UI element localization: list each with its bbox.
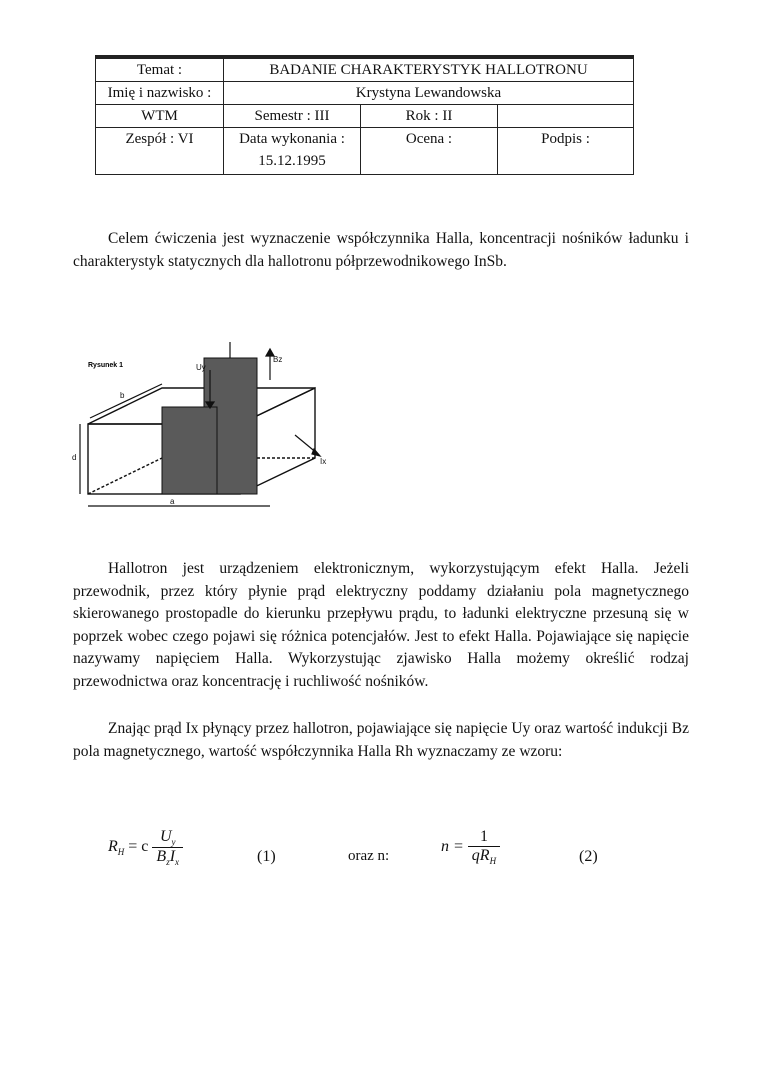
f2-den: qR	[471, 847, 490, 864]
date-value: 15.12.1995	[258, 153, 326, 169]
f2-num: 1	[468, 828, 500, 847]
label-d: d	[72, 453, 77, 462]
grade-cell: Ocena :	[361, 128, 498, 175]
electrode-front	[162, 407, 217, 494]
f2-lhs: n =	[441, 838, 464, 856]
hall-sensor-figure	[70, 340, 330, 520]
label-a: a	[170, 497, 175, 506]
date-cell	[224, 128, 361, 175]
f1-num: U	[159, 828, 172, 845]
f1-fraction	[152, 828, 183, 867]
empty-cell	[498, 105, 634, 128]
label-b: b	[120, 391, 125, 400]
hidden-edge	[88, 458, 162, 494]
f1-lhs-sub: H	[117, 847, 125, 858]
paragraph-2-text: Znając prąd Ix płynący przez hallotron, pojawiające się napięcie Uy oraz wartość indukcji Bz pola magnetycznego, wartość współczynnika Halla Rh wyznaczamy ze wzoru:	[73, 720, 689, 760]
semester-cell: Semestr : III	[224, 105, 361, 128]
f1-den-i-sub: x	[175, 857, 180, 868]
figure-caption: Rysunek 1	[88, 362, 124, 369]
name-label: Imię i nazwisko :	[96, 82, 224, 105]
paragraph-1-text: Hallotron jest urządzeniem elektronicznym, wykorzystującym efekt Halla. Jeżeli przewodnik, przez który płynie prąd elektryczny poddamy działaniu pola magnetycznego skierowanego prostopadle do kierunku przepływu prądu, to ładunki elektryczne przesuną się w poprzek wobec czego pojawi się różnica potencjałów. Jest to efekt Halla. Pojawiające się napięcie nazywamy napięciem Halla. Wykorzystując zjawisko Halla możemy określić rodzaj przewodnictwa oraz koncentrację i ruchliwość nośników.	[73, 560, 689, 690]
formula-1	[108, 828, 183, 867]
topic-label: Temat :	[96, 57, 224, 82]
eq-number-2: (2)	[579, 848, 598, 865]
faculty-cell: WTM	[96, 105, 224, 128]
signature-cell: Podpis :	[498, 128, 634, 175]
f1-coef: = c	[128, 838, 149, 856]
date-label: Data wykonania :	[239, 131, 345, 147]
f1-den-b: B	[156, 848, 167, 866]
paragraph-1	[73, 558, 689, 693]
name-value: Krystyna Lewandowska	[224, 82, 634, 105]
eq-number-1: (1)	[257, 848, 276, 865]
f2-fraction	[468, 828, 500, 866]
label-uy: Uy	[196, 363, 206, 372]
f2-den-sub: H	[489, 856, 497, 867]
f1-den-i: I	[169, 848, 176, 866]
connector-text: oraz n:	[348, 848, 390, 864]
intro-text: Celem ćwiczenia jest wyznaczenie współczynnika Halla, koncentracji nośników ładunku i charakterystyk statycznych dla hallotronu półprzewodnikowego InSb.	[73, 230, 689, 270]
year-cell: Rok : II	[361, 105, 498, 128]
intro-paragraph	[73, 228, 689, 273]
header-table	[95, 55, 634, 175]
formula-2	[441, 828, 500, 866]
paragraph-2	[73, 718, 689, 763]
ix-arrowhead	[312, 449, 320, 456]
f1-lhs: R	[108, 838, 118, 856]
f1-num-sub: y	[171, 837, 176, 848]
label-ix: Ix	[320, 457, 327, 466]
topic-value: BADANIE CHARAKTERYSTYK HALLOTRONU	[224, 57, 634, 82]
b-dim	[90, 384, 162, 418]
team-cell: Zespół : VI	[96, 128, 224, 175]
label-bz: Bz	[273, 355, 283, 364]
f1-den-b-sub: z	[166, 857, 170, 868]
